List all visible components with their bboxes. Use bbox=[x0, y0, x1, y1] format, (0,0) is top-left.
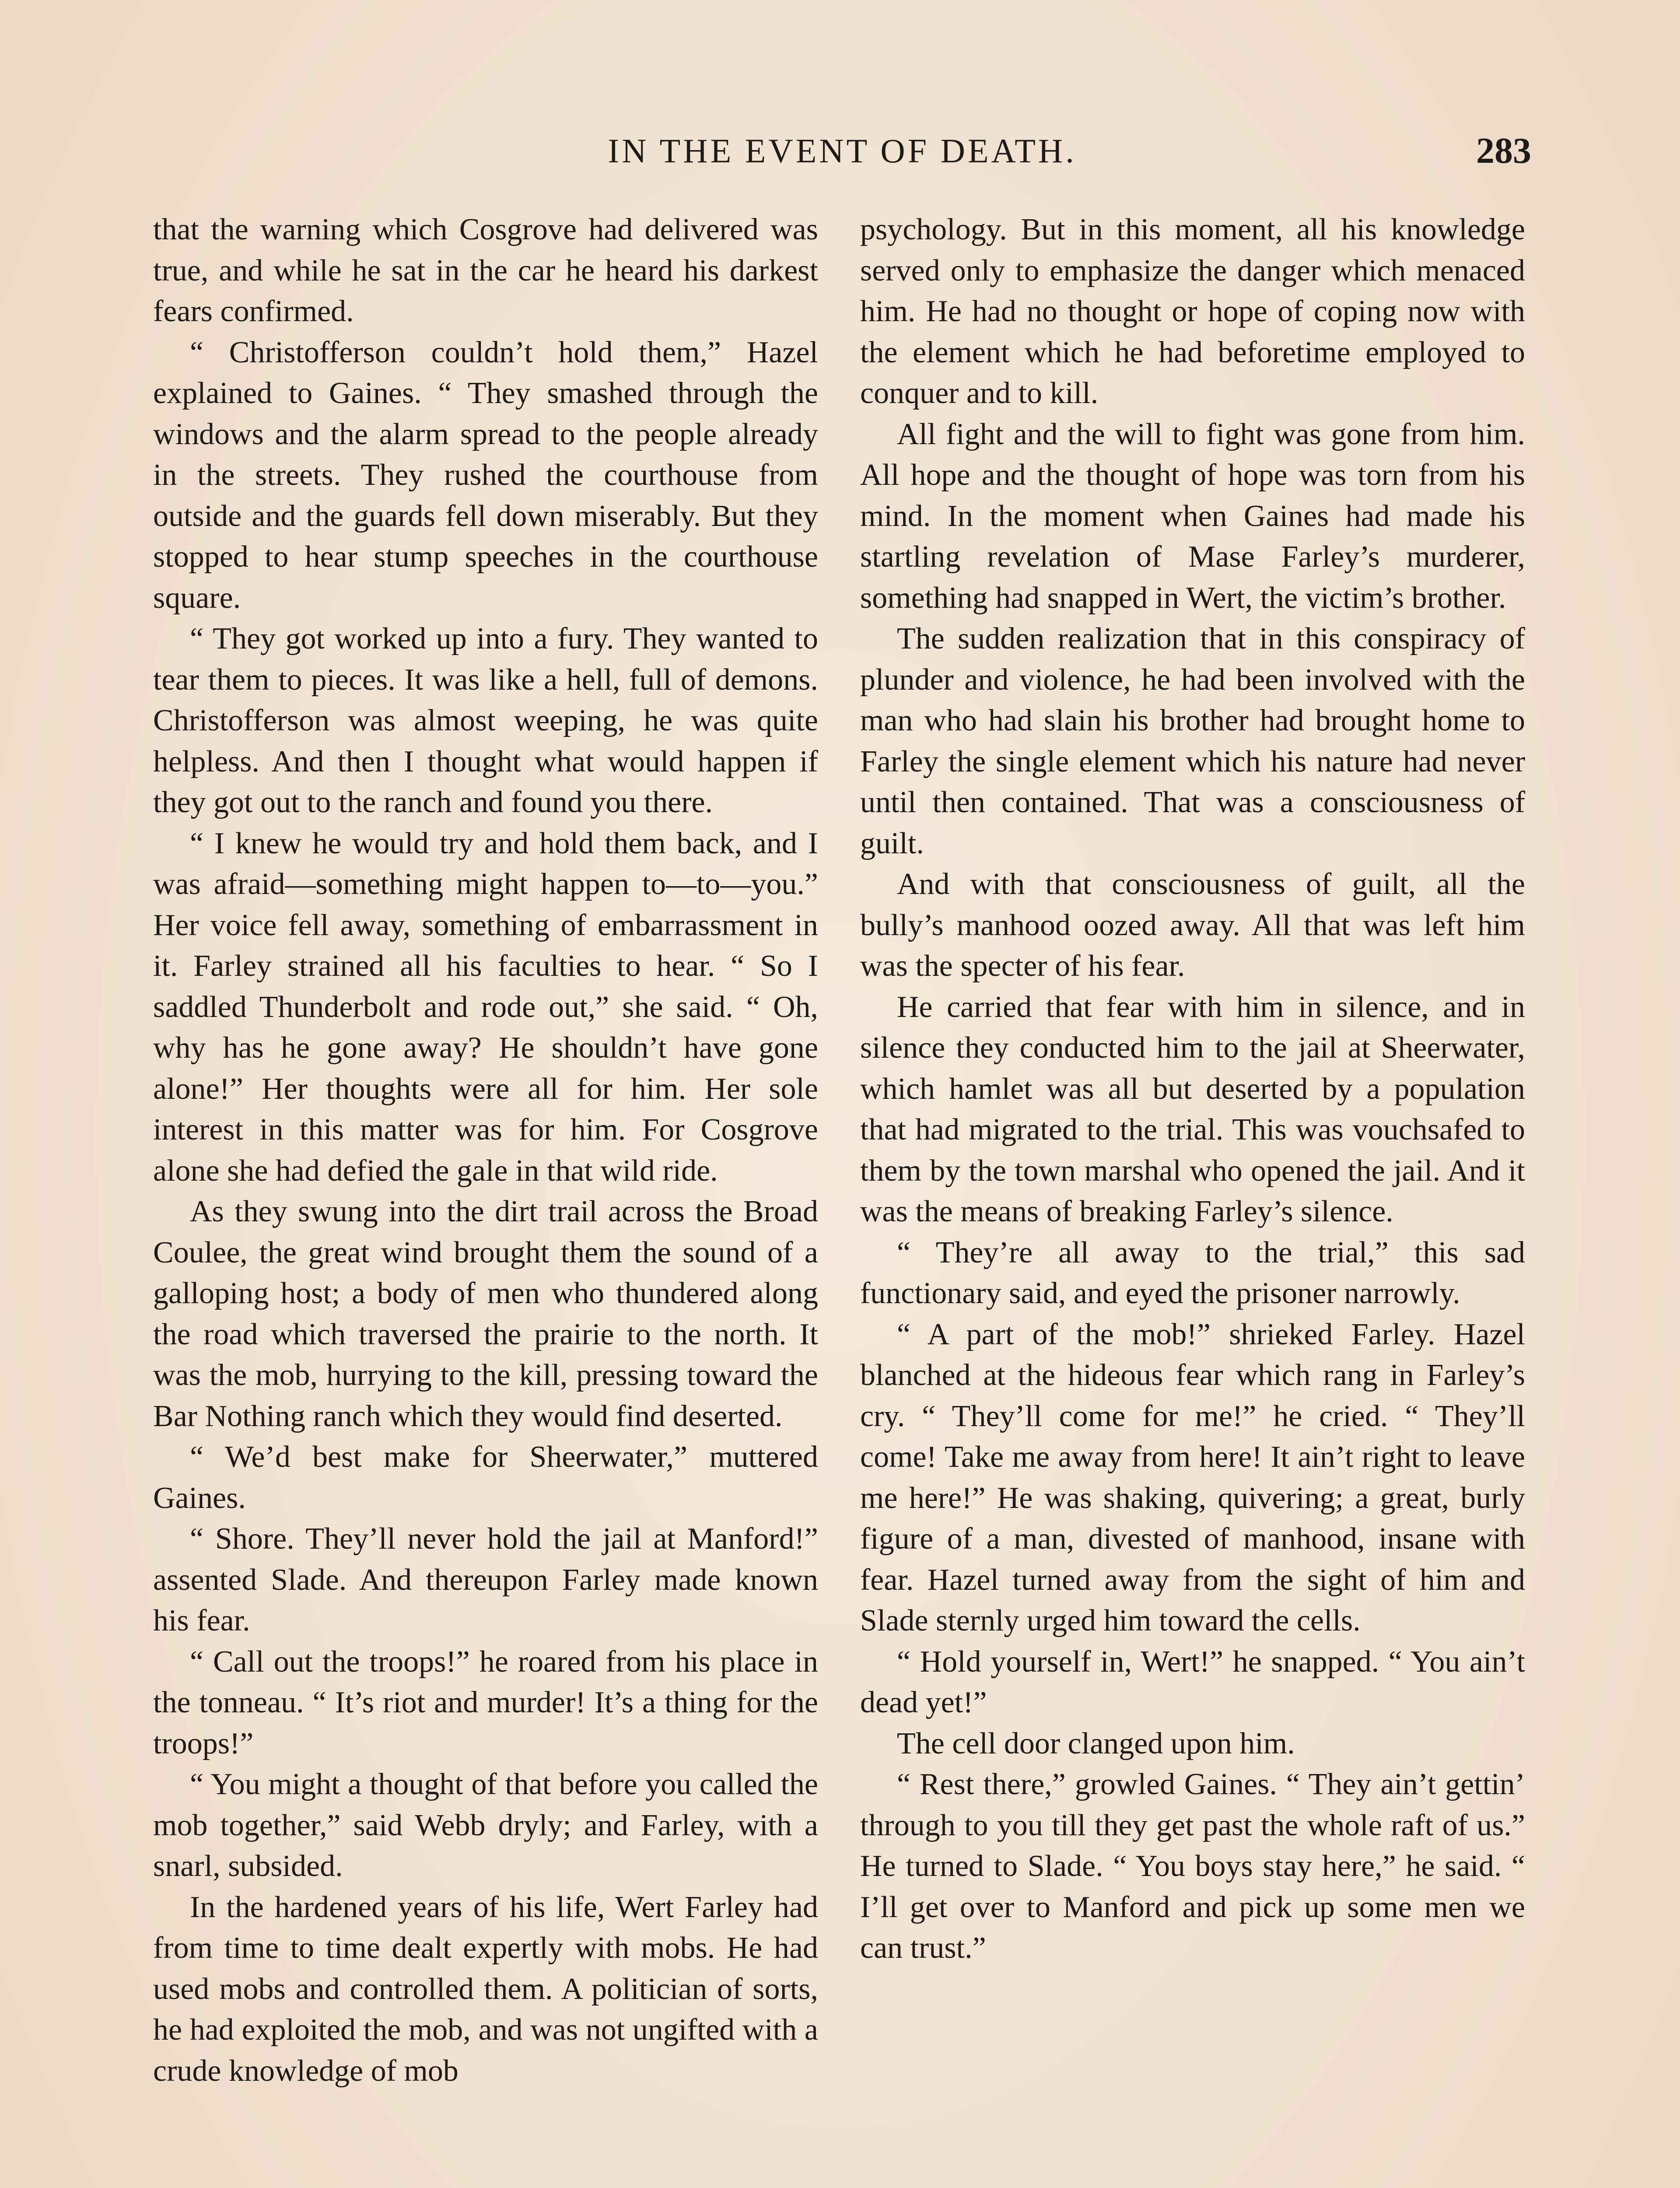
right-column bbox=[860, 209, 1525, 1969]
paragraph: All fight and the will to fight was gone from him. All hope and the thought of hope was torn from his mind. In the moment when Gaines had made his startling revelation of Mase Farley’s murderer, something had snapped in Wert, the victim’s brother. bbox=[860, 417, 1525, 615]
paragraph: The cell door clanged upon him. bbox=[897, 1726, 1295, 1760]
paragraph: that the warning which Cosgrove had delivered was true, and while he sat in the car he heard his darkest fears confirmed. bbox=[153, 213, 818, 328]
page-header bbox=[153, 131, 1531, 179]
paragraph: “ Rest there,” growled Gaines. “ They ain’t gettin’ through to you till they get past the whole raft of us.” He turned to Slade. “ You boys stay here,” he said. “ I’ll get over to Manford and pick up some men we can trust.” bbox=[860, 1767, 1525, 1965]
running-title: IN THE EVENT OF DEATH. bbox=[608, 132, 1077, 170]
paragraph: “ Call out the troops!” he roared from his place in the tonneau. “ It’s riot and murder! It’s a thing for the troops!” bbox=[153, 1645, 818, 1760]
paragraph: “ They got worked up into a fury. They wanted to tear them to pieces. It was like a hell, full of demons. Christofferson was almost weeping, he was quite helpless. And then I thought what would happen if they got out to the ranch and found you there. bbox=[153, 622, 818, 819]
left-column bbox=[153, 209, 818, 2091]
page-number: 283 bbox=[1476, 130, 1531, 171]
paragraph: As they swung into the dirt trail across the Broad Coulee, the great wind brought them the sound of a galloping host; a body of men who thundered along the road which traversed the prairie to the north. It was the mob, hurrying to the kill, pressing toward the Bar Nothing ranch which they would find deserted. bbox=[153, 1195, 818, 1433]
paragraph: He carried that fear with him in silence, and in silence they conducted him to the jail at Sheerwater, which hamlet was all but deserted by a population that had migrated to the trial. This was vouchsafed to them by the town marshal who opened the jail. And it was the means of breaking Farley’s silence. bbox=[860, 990, 1525, 1228]
paragraph: And with that consciousness of guilt, all the bully’s manhood oozed away. All that was left him was the specter of his fear. bbox=[860, 867, 1525, 983]
paragraph: “ A part of the mob!” shrieked Farley. Hazel blanched at the hideous fear which rang in Farley’s cry. “ They’ll come for me!” he cried. “ They’ll come! Take me away from here! It ain’t right to leave me here!” He was shaking, quivering; a great, burly figure of a man, divested of manhood, insane with fear. Hazel turned away from the sight of him and Slade sternly urged him toward the cells. bbox=[860, 1317, 1525, 1637]
paragraph: “ They’re all away to the trial,” this sad functionary said, and eyed the prisoner narrowly. bbox=[860, 1235, 1525, 1310]
paragraph: The sudden realization that in this conspiracy of plunder and violence, he had been involved with the man who had slain his brother had brought home to Farley the single element which his nature had never until then contained. That was a consciousness of guilt. bbox=[860, 622, 1525, 860]
paragraph: “ Hold yourself in, Wert!” he snapped. “ You ain’t dead yet!” bbox=[860, 1645, 1525, 1719]
paragraph: “ Shore. They’ll never hold the jail at Manford!” assented Slade. And thereupon Farley made known his fear. bbox=[153, 1522, 818, 1637]
paragraph: “ Christofferson couldn’t hold them,” Hazel explained to Gaines. “ They smashed through the windows and the alarm spread to the people already in the streets. They rushed the courthouse from outside and the guards fell down miserably. But they stopped to hear stump speeches in the courthouse square. bbox=[153, 335, 818, 615]
paragraph: psychology. But in this moment, all his knowledge served only to emphasize the danger which menaced him. He had no thought or hope of coping now with the element which he had beforetime employed to conquer and to kill. bbox=[860, 213, 1525, 410]
paragraph: “ I knew he would try and hold them back, and I was afraid—something might happen to—to—you.” Her voice fell away, something of embarrassment in it. Farley strained all his faculties to hear. “ So I saddled Thunderbolt and rode out,” she said. “ Oh, why has he gone away? He shouldn’t have gone alone!” Her thoughts were all for him. Her sole interest in this matter was for him. For Cosgrove alone she had defied the gale in that wild ride. bbox=[153, 826, 818, 1188]
paragraph: “ We’d best make for Sheerwater,” muttered Gaines. bbox=[153, 1440, 818, 1515]
paragraph: In the hardened years of his life, Wert Farley had from time to time dealt expertly with mobs. He had used mobs and controlled them. A politician of sorts, he had exploited the mob, and was not ungifted with a crude knowledge of mob bbox=[153, 1890, 818, 2088]
paragraph: “ You might a thought of that before you called the mob together,” said Webb dryly; and Farley, with a snarl, subsided. bbox=[153, 1767, 818, 1883]
